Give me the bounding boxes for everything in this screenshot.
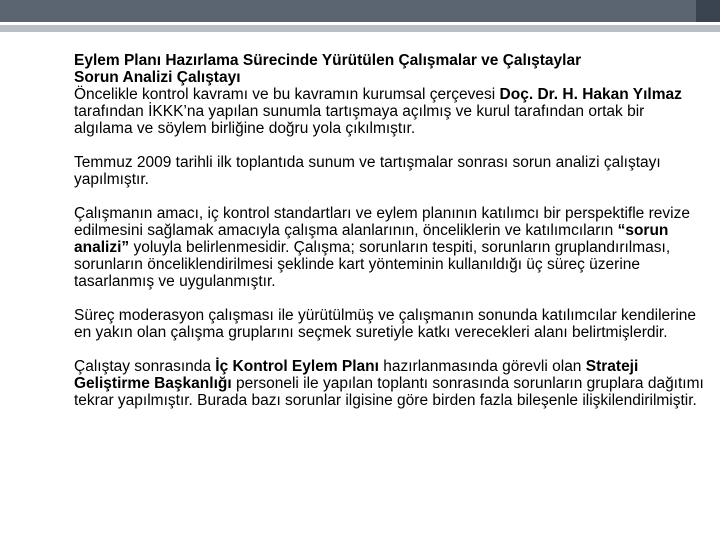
paragraph-after-text-e: personeli ile yapılan toplantı sonrasında sorunların gruplara dağıtımı tekrar yapılmıştır. Burada bazı sorunlar ilgisine göre birden fazla bileşenle ilişkilendirilmiştir.	[74, 375, 704, 409]
paragraph-intro	[74, 86, 704, 137]
paragraph-intro-text-c: tarafından İKKK’na yapılan sunumla tartışmaya açılmış ve kurul tarafından ortak bir algılama ve söylem birliğine doğru yola çıkılmıştır.	[74, 103, 645, 137]
paragraph-intro-text-a: Öncelikle kontrol kavramı ve bu kavramın kurumsal çerçevesi	[74, 86, 500, 103]
heading-line-2: Sorun Analizi Çalıştayı	[74, 69, 241, 86]
paragraph-after-text-c: hazırlanmasında görevli olan	[378, 358, 586, 375]
slide-header-band	[0, 0, 696, 22]
slide-content	[74, 52, 704, 426]
paragraph-first-meeting: Temmuz 2009 tarihli ilk toplantıda sunum ve tartışmalar sonrası sorun analizi çalıştayı yapılmıştır.	[74, 154, 661, 188]
slide-header-accent	[0, 25, 720, 32]
paragraph-after-workshop	[74, 358, 704, 409]
paragraph-purpose	[74, 205, 704, 290]
strategy-department-term: Strateji Geliştirme Başkanlığı	[74, 358, 639, 392]
presenter-name: Doç. Dr. H. Hakan Yılmaz	[499, 86, 682, 103]
paragraph-purpose-text-c: yoluyla belirlenmesidir. Çalışma; sorunların tespiti, sorunların gruplandırılması, sorunların önceliklendirilmesi şeklinde kart yönteminin kullanıldığı üç süreç üzerine tasarlanmış ve uygulanmıştır.	[74, 239, 671, 290]
slide-header-corner-block	[696, 0, 720, 22]
paragraph-moderation: Süreç moderasyon çalışması ile yürütülmüş ve çalışmanın sonunda katılımcılar kendilerine en yakın olan çalışma gruplarını seçmek suretiyle katkı verecekleri alanı belirtmişlerdir.	[74, 307, 696, 341]
problem-analysis-term: “sorun analizi”	[74, 222, 669, 256]
heading-line-1: Eylem Planı Hazırlama Sürecinde Yürütülen Çalışmalar ve Çalıştaylar	[74, 52, 582, 69]
paragraph-purpose-text-a: Çalışmanın amacı, iç kontrol standartları ve eylem planının katılımcı bir perspektifle revize edilmesini sağlamak amacıyla çalışma alanlarının, önceliklerin ve katılımcıların	[74, 205, 690, 239]
paragraph-after-text-a: Çalıştay sonrasında	[74, 358, 216, 375]
action-plan-term: İç Kontrol Eylem Planı	[215, 358, 379, 375]
slide-heading	[74, 52, 704, 86]
